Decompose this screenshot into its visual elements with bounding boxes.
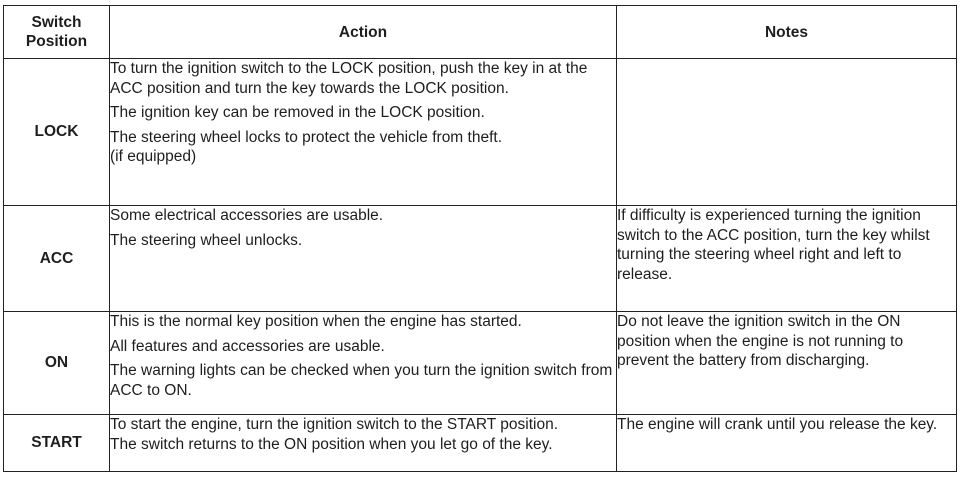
table-row-on <box>4 312 957 415</box>
header-switch-line2: Position <box>25 33 88 50</box>
action-paragraph: To turn the ignition switch to the LOCK position, push the key in at the ACC position and turn the key towards the LOCK position. <box>110 60 588 97</box>
header-switch-position <box>4 6 110 59</box>
header-action: Action <box>110 6 617 59</box>
action-cell <box>110 415 617 472</box>
position-cell: START <box>4 415 110 472</box>
position-cell: ACC <box>4 206 110 312</box>
action-paragraph: The steering wheel unlocks. <box>110 231 303 249</box>
action-line: The switch returns to the ON position when you let go of the key. <box>110 435 553 453</box>
header-row <box>4 6 957 59</box>
notes-cell <box>617 59 957 206</box>
action-paragraph: All features and accessories are usable. <box>110 337 385 355</box>
action-paragraph: The ignition key can be removed in the LOCK position. <box>110 104 485 121</box>
action-paragraph: This is the normal key position when the engine has started. <box>110 313 522 330</box>
action-line: To start the engine, turn the ignition switch to the START position. <box>110 416 559 433</box>
table-row-start <box>4 415 957 472</box>
action-paragraph: The warning lights can be checked when you turn the ignition switch from ACC to ON. <box>110 362 613 399</box>
action-line: The steering wheel locks to protect the vehicle from theft. <box>110 128 502 146</box>
action-cell <box>110 59 617 206</box>
table-row-lock <box>4 59 957 206</box>
table-row-acc <box>4 206 957 312</box>
action-cell <box>110 312 617 415</box>
notes-cell: If difficulty is experienced turning the ignition switch to the ACC position, turn the key whilst turning the steering wheel right and left to release. <box>617 206 957 312</box>
notes-cell: Do not leave the ignition switch in the ON position when the engine is not running to prevent the battery from discharging. <box>617 312 957 415</box>
action-cell <box>110 206 617 312</box>
header-switch-line1: Switch <box>31 14 82 31</box>
ignition-switch-table <box>3 5 957 472</box>
action-line: (if equipped) <box>110 148 197 165</box>
header-notes: Notes <box>617 6 957 59</box>
action-paragraph <box>110 128 616 167</box>
action-paragraph: Some electrical accessories are usable. <box>110 207 384 224</box>
position-cell: ON <box>4 312 110 415</box>
notes-cell: The engine will crank until you release the key. <box>617 415 957 472</box>
position-cell: LOCK <box>4 59 110 206</box>
